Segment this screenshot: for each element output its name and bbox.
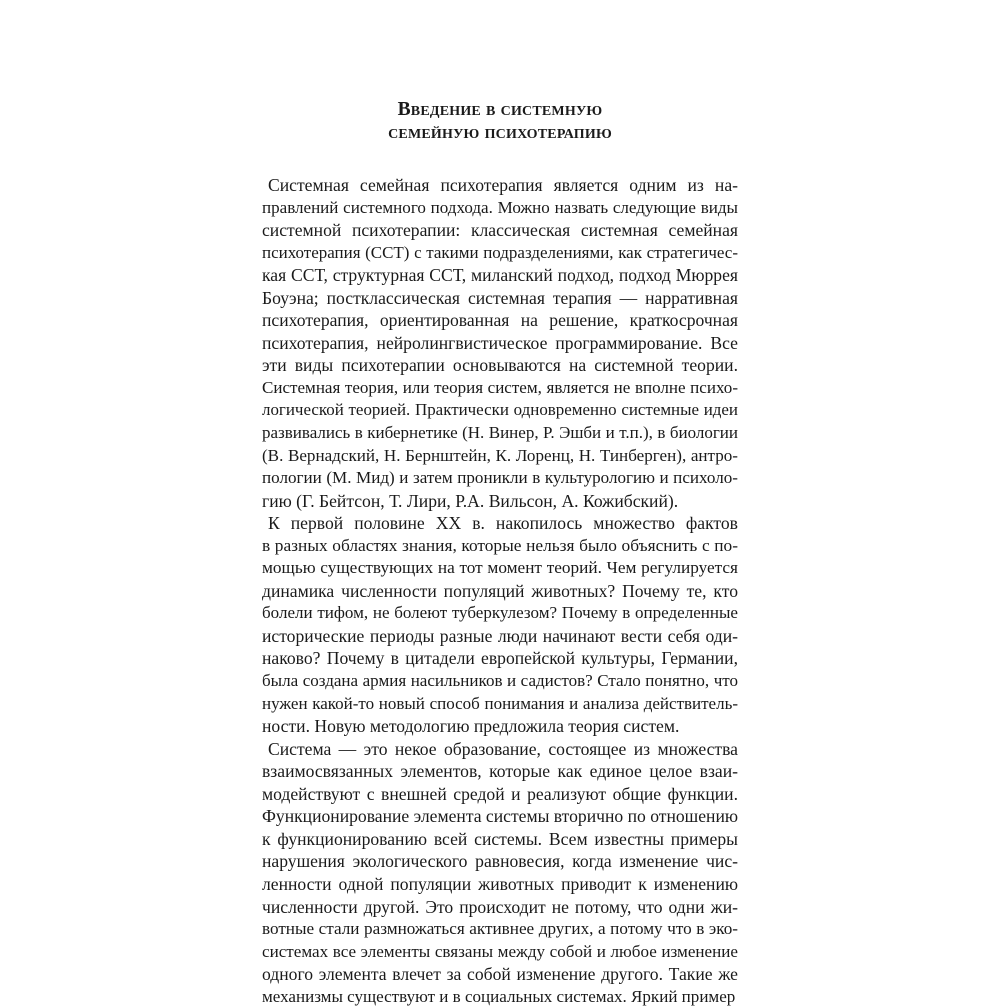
book-page [262,98,738,1008]
text-line: психотерапия, нейролингвистическое программирование. Все [262,332,738,353]
text-line: Боуэна; постклассическая системная терапия — нарративная [262,287,738,308]
text-line: была создана армия насильников и садистов? Стало понятно, что [262,671,738,691]
text-line: нужен какой-то новый способ понимания и анализа действитель- [262,693,738,713]
paragraph [262,174,738,512]
text-line: в разных областях знания, которые нельзя было объяснить с по- [262,535,738,555]
text-line: развивались в кибернетике (Н. Винер, Р. Эшби и т.п.), в биологии [262,423,738,443]
paragraph [262,512,738,737]
text-line: системной психотерапии: классическая системная семейная [262,220,738,241]
text-line: численности другой. Это происходит не потому, что одни жи- [262,896,738,917]
text-line: гию (Г. Бейтсон, Т. Лири, Р.А. Вильсон, А. Кожибский). [262,490,679,511]
title-spacer [262,144,738,174]
text-line: эти виды психотерапии основываются на системной теории. [262,355,738,376]
text-line: правлений системного подхода. Можно назвать следующие виды [262,197,738,217]
text-line: мощью существующих на тот момент теорий. Чем регулируется [262,558,738,578]
text-line: пологии (М. Мид) и затем проникли в культурологию и психоло- [262,468,738,488]
text-line: нарушения экологического равновесия, когда изменение чис- [262,851,738,872]
text-line: кая ССТ, структурная ССТ, миланский подход, подход Мюррея [262,265,738,286]
text-line: динамика численности популяций животных? Почему те, кто [262,580,738,601]
text-line: Система — это некое образование, состоящее из множества [268,738,738,759]
text-line: взаимосвязанных элементов, которые как единое целое взаи- [262,761,738,782]
text-line: исторические периоды разные люди начинают вести себя оди- [262,625,738,646]
text-line: (В. Вернадский, Н. Бернштейн, К. Лоренц, Н. Тинберген), антро- [262,445,738,465]
chapter-title-line-1: Введение в системную [397,99,603,120]
text-line: Системная семейная психотерапия является одним из на- [268,175,738,195]
text-line: Функционирование элемента системы вторично по отношению [262,806,739,827]
text-line: ленности одной популяции животных приводит к изменению [262,873,738,894]
text-line: К первой половине XX в. накопилось множество фактов [268,513,738,534]
paragraph [262,738,738,1008]
text-line: Системная теория, или теория систем, является не вполне психо- [262,377,738,397]
text-line: системах все элементы связаны между собой и любое изменение [262,941,738,961]
text-line: психотерапия (ССТ) с такими подразделениями, как стратегичес- [262,242,738,262]
body-text [262,174,738,1008]
text-line: модействуют с внешней средой и реализуют общие функции. [262,783,738,804]
text-line: к функционированию всей системы. Всем известны примеры [262,828,738,849]
text-line: наково? Почему в цитадели европейской культуры, Германии, [262,648,738,669]
text-line: логической теорией. Практически одновременно системные идеи [262,400,738,420]
text-line: вотные стали размножаться активнее других, а потому что в эко- [262,919,738,939]
text-line: механизмы существуют и в социальных системах. Яркий пример [262,986,736,1006]
text-line: болели тифом, не болеют туберкулезом? Почему в определенные [262,603,738,623]
text-line: одного элемента влечет за собой изменение другого. Такие же [262,964,738,985]
text-line: психотерапия, ориентированная на решение, краткосрочная [262,310,738,331]
chapter-title [262,98,738,144]
text-line: ности. Новую методологию предложила теория систем. [262,716,680,737]
chapter-title-line-2: семейную психотерапию [388,122,612,143]
